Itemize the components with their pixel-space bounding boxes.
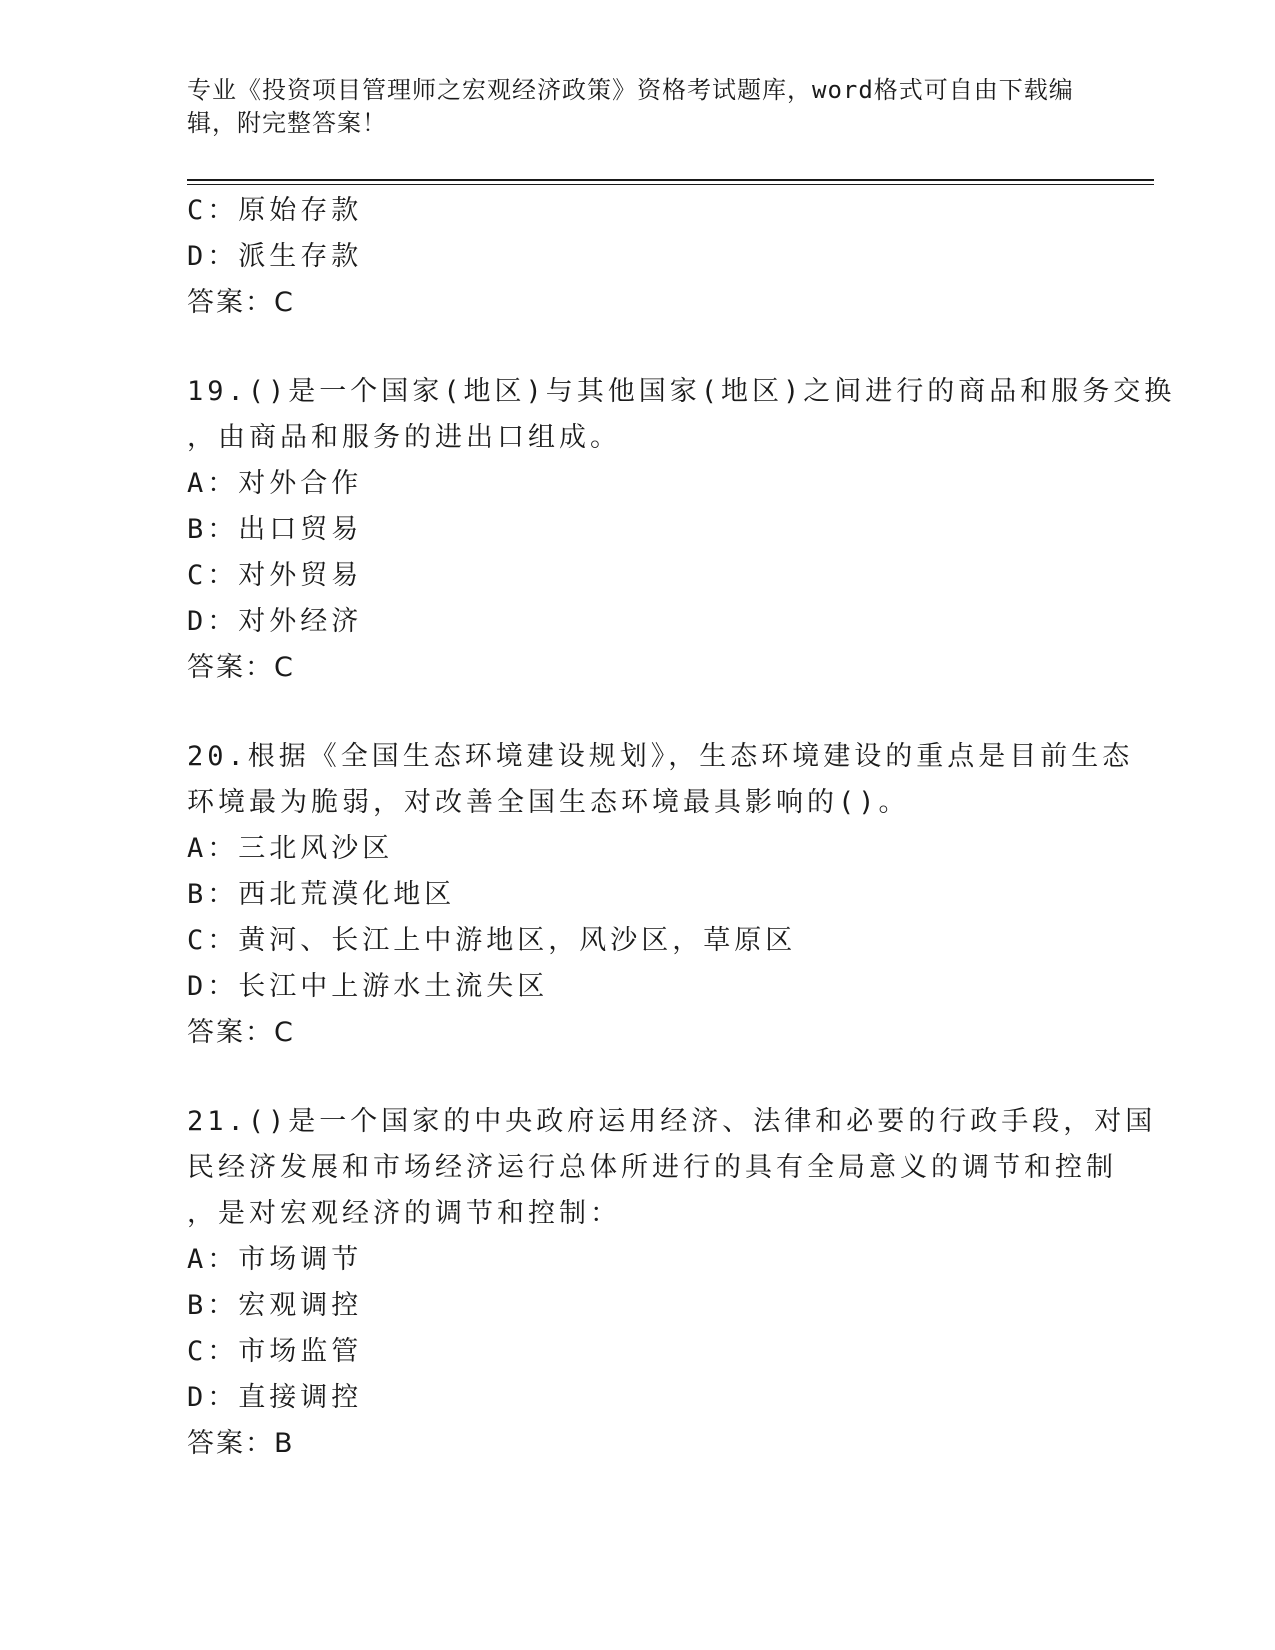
header-divider-thick [187, 179, 1154, 181]
option-d: D：长江中上游水土流失区 [187, 971, 549, 1002]
option-d: D：派生存款 [187, 241, 363, 272]
question-list [187, 188, 1176, 1467]
option-b: B：出口贸易 [187, 514, 363, 545]
option-b: B：西北荒漠化地区 [187, 879, 456, 910]
question-text-line: 19.()是一个国家(地区)与其他国家(地区)之间进行的商品和服务交换 [187, 376, 1176, 407]
answer: 答案：C [187, 287, 295, 318]
option-d: D：直接调控 [187, 1382, 363, 1413]
question-text-line: 民经济发展和市场经济运行总体所进行的具有全局意义的调节和控制 [187, 1152, 1117, 1183]
question-text-line: 21.()是一个国家的中央政府运用经济、法律和必要的行政手段，对国 [187, 1106, 1157, 1137]
question-20 [187, 734, 1134, 1056]
question-21 [187, 1099, 1157, 1467]
option-b: B：宏观调控 [187, 1290, 363, 1321]
question-text-line: 环境最为脆弱，对改善全国生态环境最具影响的()。 [187, 787, 910, 818]
question-18-fragment [187, 188, 1087, 326]
option-c: C：对外贸易 [187, 560, 363, 591]
question-text-line: 20.根据《全国生态环境建设规划》，生态环境建设的重点是目前生态 [187, 741, 1134, 772]
option-a: A：市场调节 [187, 1244, 363, 1275]
answer: 答案：C [187, 652, 295, 683]
header-line-1: 专业《投资项目管理师之宏观经济政策》资格考试题库，word格式可自由下载编 [187, 76, 1074, 104]
option-c: C：市场监管 [187, 1336, 363, 1367]
answer: 答案：C [187, 1017, 295, 1048]
header-line-2: 辑，附完整答案！ [187, 109, 387, 137]
question-text-line: ，是对宏观经济的调节和控制： [187, 1198, 621, 1229]
option-a: A：对外合作 [187, 468, 363, 499]
answer: 答案：B [187, 1428, 295, 1459]
option-c: C：原始存款 [187, 195, 363, 226]
option-a: A：三北风沙区 [187, 833, 394, 864]
question-text-line: ，由商品和服务的进出口组成。 [187, 422, 621, 453]
document-header [187, 74, 1087, 140]
header-divider-thin [187, 184, 1154, 185]
option-d: D：对外经济 [187, 606, 363, 637]
question-19 [187, 369, 1176, 691]
option-c: C：黄河、长江上中游地区，风沙区，草原区 [187, 925, 797, 956]
